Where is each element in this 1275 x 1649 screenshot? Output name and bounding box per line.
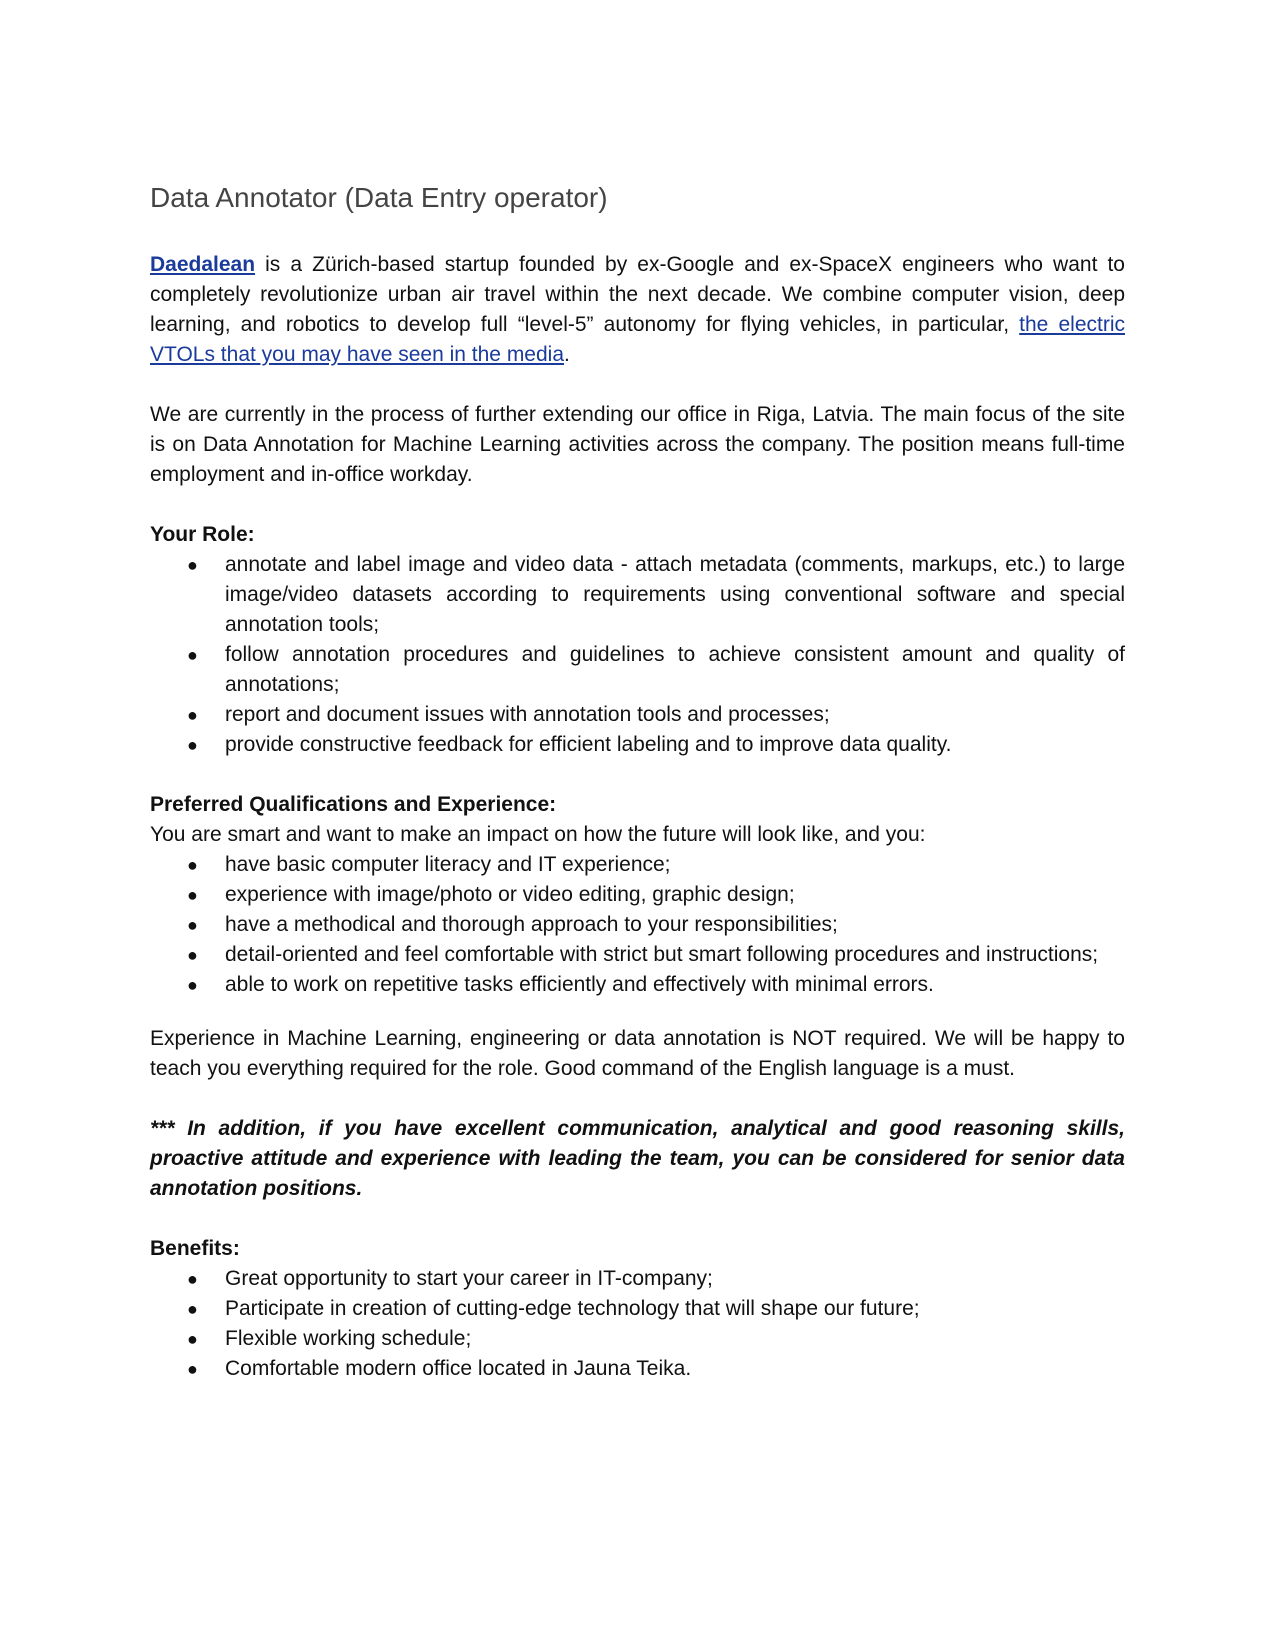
- spacer: [150, 490, 1125, 520]
- role-heading: Your Role:: [150, 523, 255, 546]
- list-item: ● able to work on repetitive tasks efficiently and effectively with minimal errors.: [225, 970, 1125, 1000]
- list-item: ● detail-oriented and feel comfortable with strict but smart following procedures and instructions;: [225, 940, 1125, 970]
- bullet-icon: ●: [187, 555, 198, 575]
- bullet-icon: ●: [187, 915, 198, 935]
- bullet-icon: ●: [187, 645, 198, 665]
- role-list: [150, 550, 1125, 760]
- benefits-list: [150, 1264, 1125, 1384]
- bullet-icon: ●: [187, 735, 198, 755]
- bullet-icon: ●: [187, 975, 198, 995]
- bullet-icon: ●: [187, 1269, 198, 1289]
- list-item: ● report and document issues with annotation tools and processes;: [225, 700, 1125, 730]
- bullet-icon: ●: [187, 855, 198, 875]
- senior-note: *** In addition, if you have excellent communication, analytical and good reasoning skills, proactive attitude and experience with leading the team, you can be considered for senior data annotation positions.: [150, 1117, 1125, 1200]
- spacer: [150, 1084, 1125, 1114]
- bullet-icon: ●: [187, 885, 198, 905]
- daedalean-link[interactable]: Daedalean: [150, 253, 256, 276]
- list-item: ● experience with image/photo or video editing, graphic design;: [225, 880, 1125, 910]
- bullet-icon: ●: [187, 1329, 198, 1349]
- document-page: [150, 180, 1125, 1384]
- list-item: ● Flexible working schedule;: [225, 1324, 1125, 1354]
- intro-text: is a Zürich-based startup founded by ex-Google and ex-SpaceX engineers who want to completely revolutionize urban air travel within the next decade. We combine computer vision, deep learning, and robotics to develop full “level-5” autonomy for flying vehicles, in particular,: [150, 253, 1125, 336]
- list-item: ● have basic computer literacy and IT experience;: [225, 850, 1125, 880]
- bullet-icon: ●: [187, 1299, 198, 1319]
- location-paragraph: We are currently in the process of further extending our office in Riga, Latvia. The main focus of the site is on Data Annotation for Machine Learning activities across the company. The position means full-time employment and in-office workday.: [150, 403, 1125, 486]
- spacer: [150, 1204, 1125, 1234]
- experience-paragraph: Experience in Machine Learning, engineering or data annotation is NOT required. We will be happy to teach you everything required for the role. Good command of the English language is a must.: [150, 1027, 1125, 1080]
- spacer: [150, 370, 1125, 400]
- bullet-icon: ●: [187, 1359, 198, 1379]
- page-title: Data Annotator (Data Entry operator): [150, 182, 608, 213]
- list-item: ● follow annotation procedures and guidelines to achieve consistent amount and quality of annotations;: [225, 640, 1125, 700]
- list-item: ● provide constructive feedback for efficient labeling and to improve data quality.: [225, 730, 1125, 760]
- list-item: ● Participate in creation of cutting-edge technology that will shape our future;: [225, 1294, 1125, 1324]
- qualifications-heading: Preferred Qualifications and Experience:: [150, 793, 557, 816]
- bullet-icon: ●: [187, 705, 198, 725]
- spacer: [150, 1000, 1125, 1024]
- list-item: ● annotate and label image and video data - attach metadata (comments, markups, etc.) to large image/video datasets according to requirements using conventional software and special annotation tools;: [225, 550, 1125, 640]
- intro-paragraph: [150, 250, 1125, 370]
- bullet-icon: ●: [187, 945, 198, 965]
- benefits-heading: Benefits:: [150, 1237, 240, 1260]
- qualifications-lead: You are smart and want to make an impact on how the future will look like, and you:: [150, 823, 926, 846]
- qualifications-list: [150, 850, 1125, 1000]
- list-item: ● Comfortable modern office located in Jauna Teika.: [225, 1354, 1125, 1384]
- list-item: ● have a methodical and thorough approach to your responsibilities;: [225, 910, 1125, 940]
- spacer: [150, 760, 1125, 790]
- list-item: ● Great opportunity to start your career in IT-company;: [225, 1264, 1125, 1294]
- vtol-media-link[interactable]: the electric VTOLs that you may have seen in the media: [150, 313, 1125, 366]
- intro-text-end: .: [564, 343, 570, 366]
